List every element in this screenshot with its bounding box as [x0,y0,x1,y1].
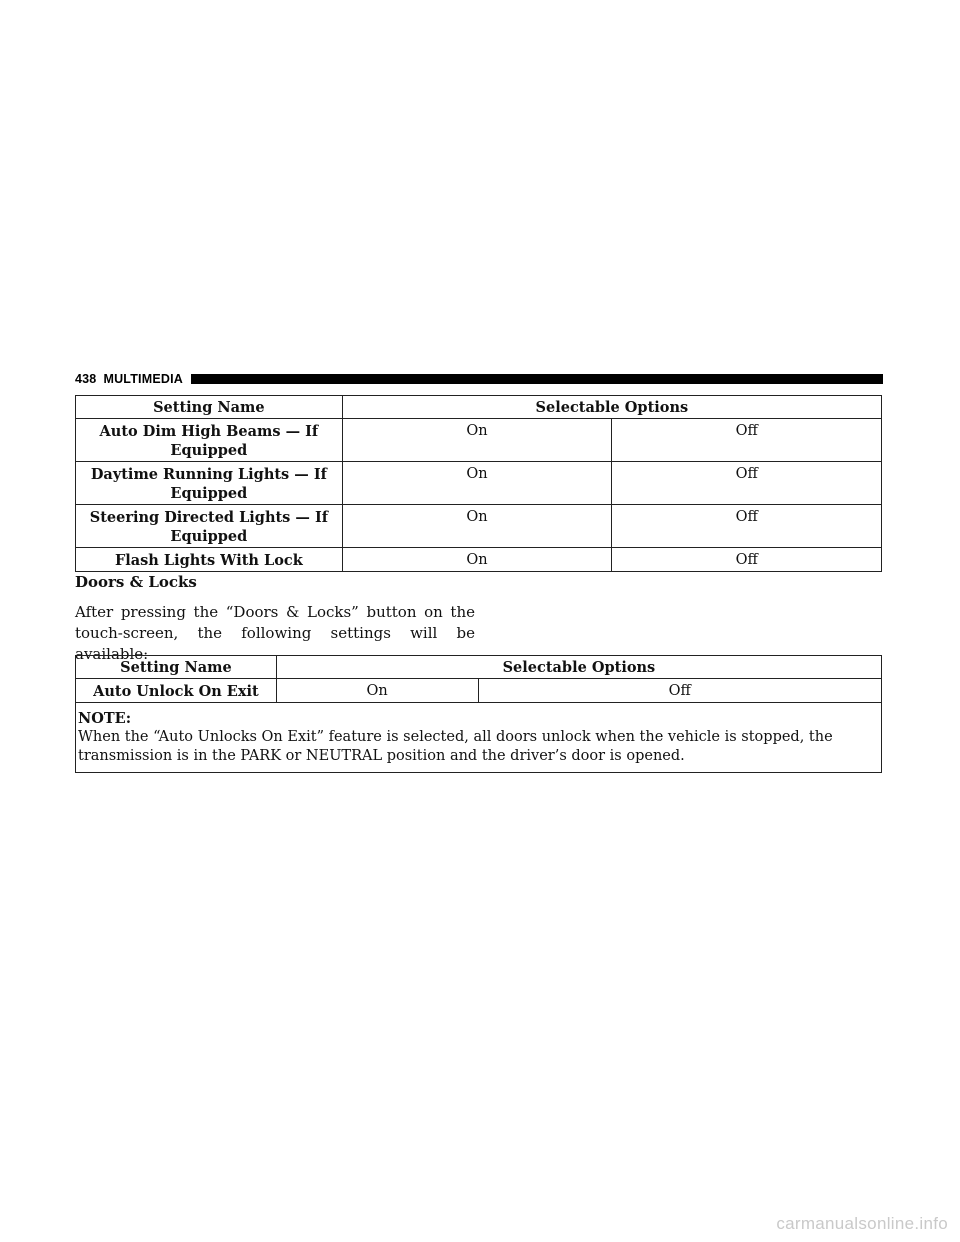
setting-name-line: Daytime Running Lights — If [90,466,327,483]
table-header-row [76,396,882,419]
setting-name-cell [76,505,343,548]
column-header-selectable-options: Selectable Options [276,656,881,679]
doors-locks-intro: After pressing the “Doors & Locks” button on the touch-screen, the following settings will be available: [75,603,475,663]
setting-name-cell: Auto Unlock On Exit [76,679,277,703]
note-cell [76,703,882,773]
option-on-cell: On [342,548,612,572]
option-off-cell: Off [478,679,881,703]
setting-name-line: Steering Directed Lights — If [89,509,328,526]
option-on-cell: On [276,679,478,703]
option-on-cell: On [342,419,612,462]
option-off-cell: Off [612,419,882,462]
section-title: MULTIMEDIA [103,372,184,386]
column-header-setting-name: Setting Name [76,396,343,419]
table-header-row [76,656,882,679]
option-off-cell: Off [612,462,882,505]
table-row [76,462,882,505]
page-number: 438 [75,372,97,386]
setting-name-cell [76,419,343,462]
setting-name-cell: Flash Lights With Lock [76,548,343,572]
doors-settings-table [75,655,882,773]
option-off-cell: Off [612,548,882,572]
table-row [76,548,882,572]
page-header [75,372,883,386]
table-row [76,679,882,703]
watermark: carmanualsonline.info [776,1214,948,1233]
table-row [76,505,882,548]
header-rule [191,374,883,384]
lights-settings-table [75,395,882,572]
setting-name-line: Equipped [170,442,248,459]
table-row [76,419,882,462]
column-header-setting-name: Setting Name [76,656,277,679]
setting-name-cell [76,462,343,505]
column-header-selectable-options: Selectable Options [342,396,881,419]
setting-name-line: Auto Dim High Beams — If [99,423,319,440]
note-label: NOTE: [78,710,132,727]
setting-name-line: Equipped [170,528,248,545]
note-row [76,703,882,773]
option-off-cell: Off [612,505,882,548]
setting-name-line: Equipped [170,485,248,502]
doors-locks-heading: Doors & Locks [75,573,197,591]
option-on-cell: On [342,505,612,548]
note-text: When the “Auto Unlocks On Exit” feature is selected, all doors unlock when the vehicle is stopped, the transmission is in the PARK or NEUTRAL position and the driver’s door is opened. [78,729,833,764]
option-on-cell: On [342,462,612,505]
